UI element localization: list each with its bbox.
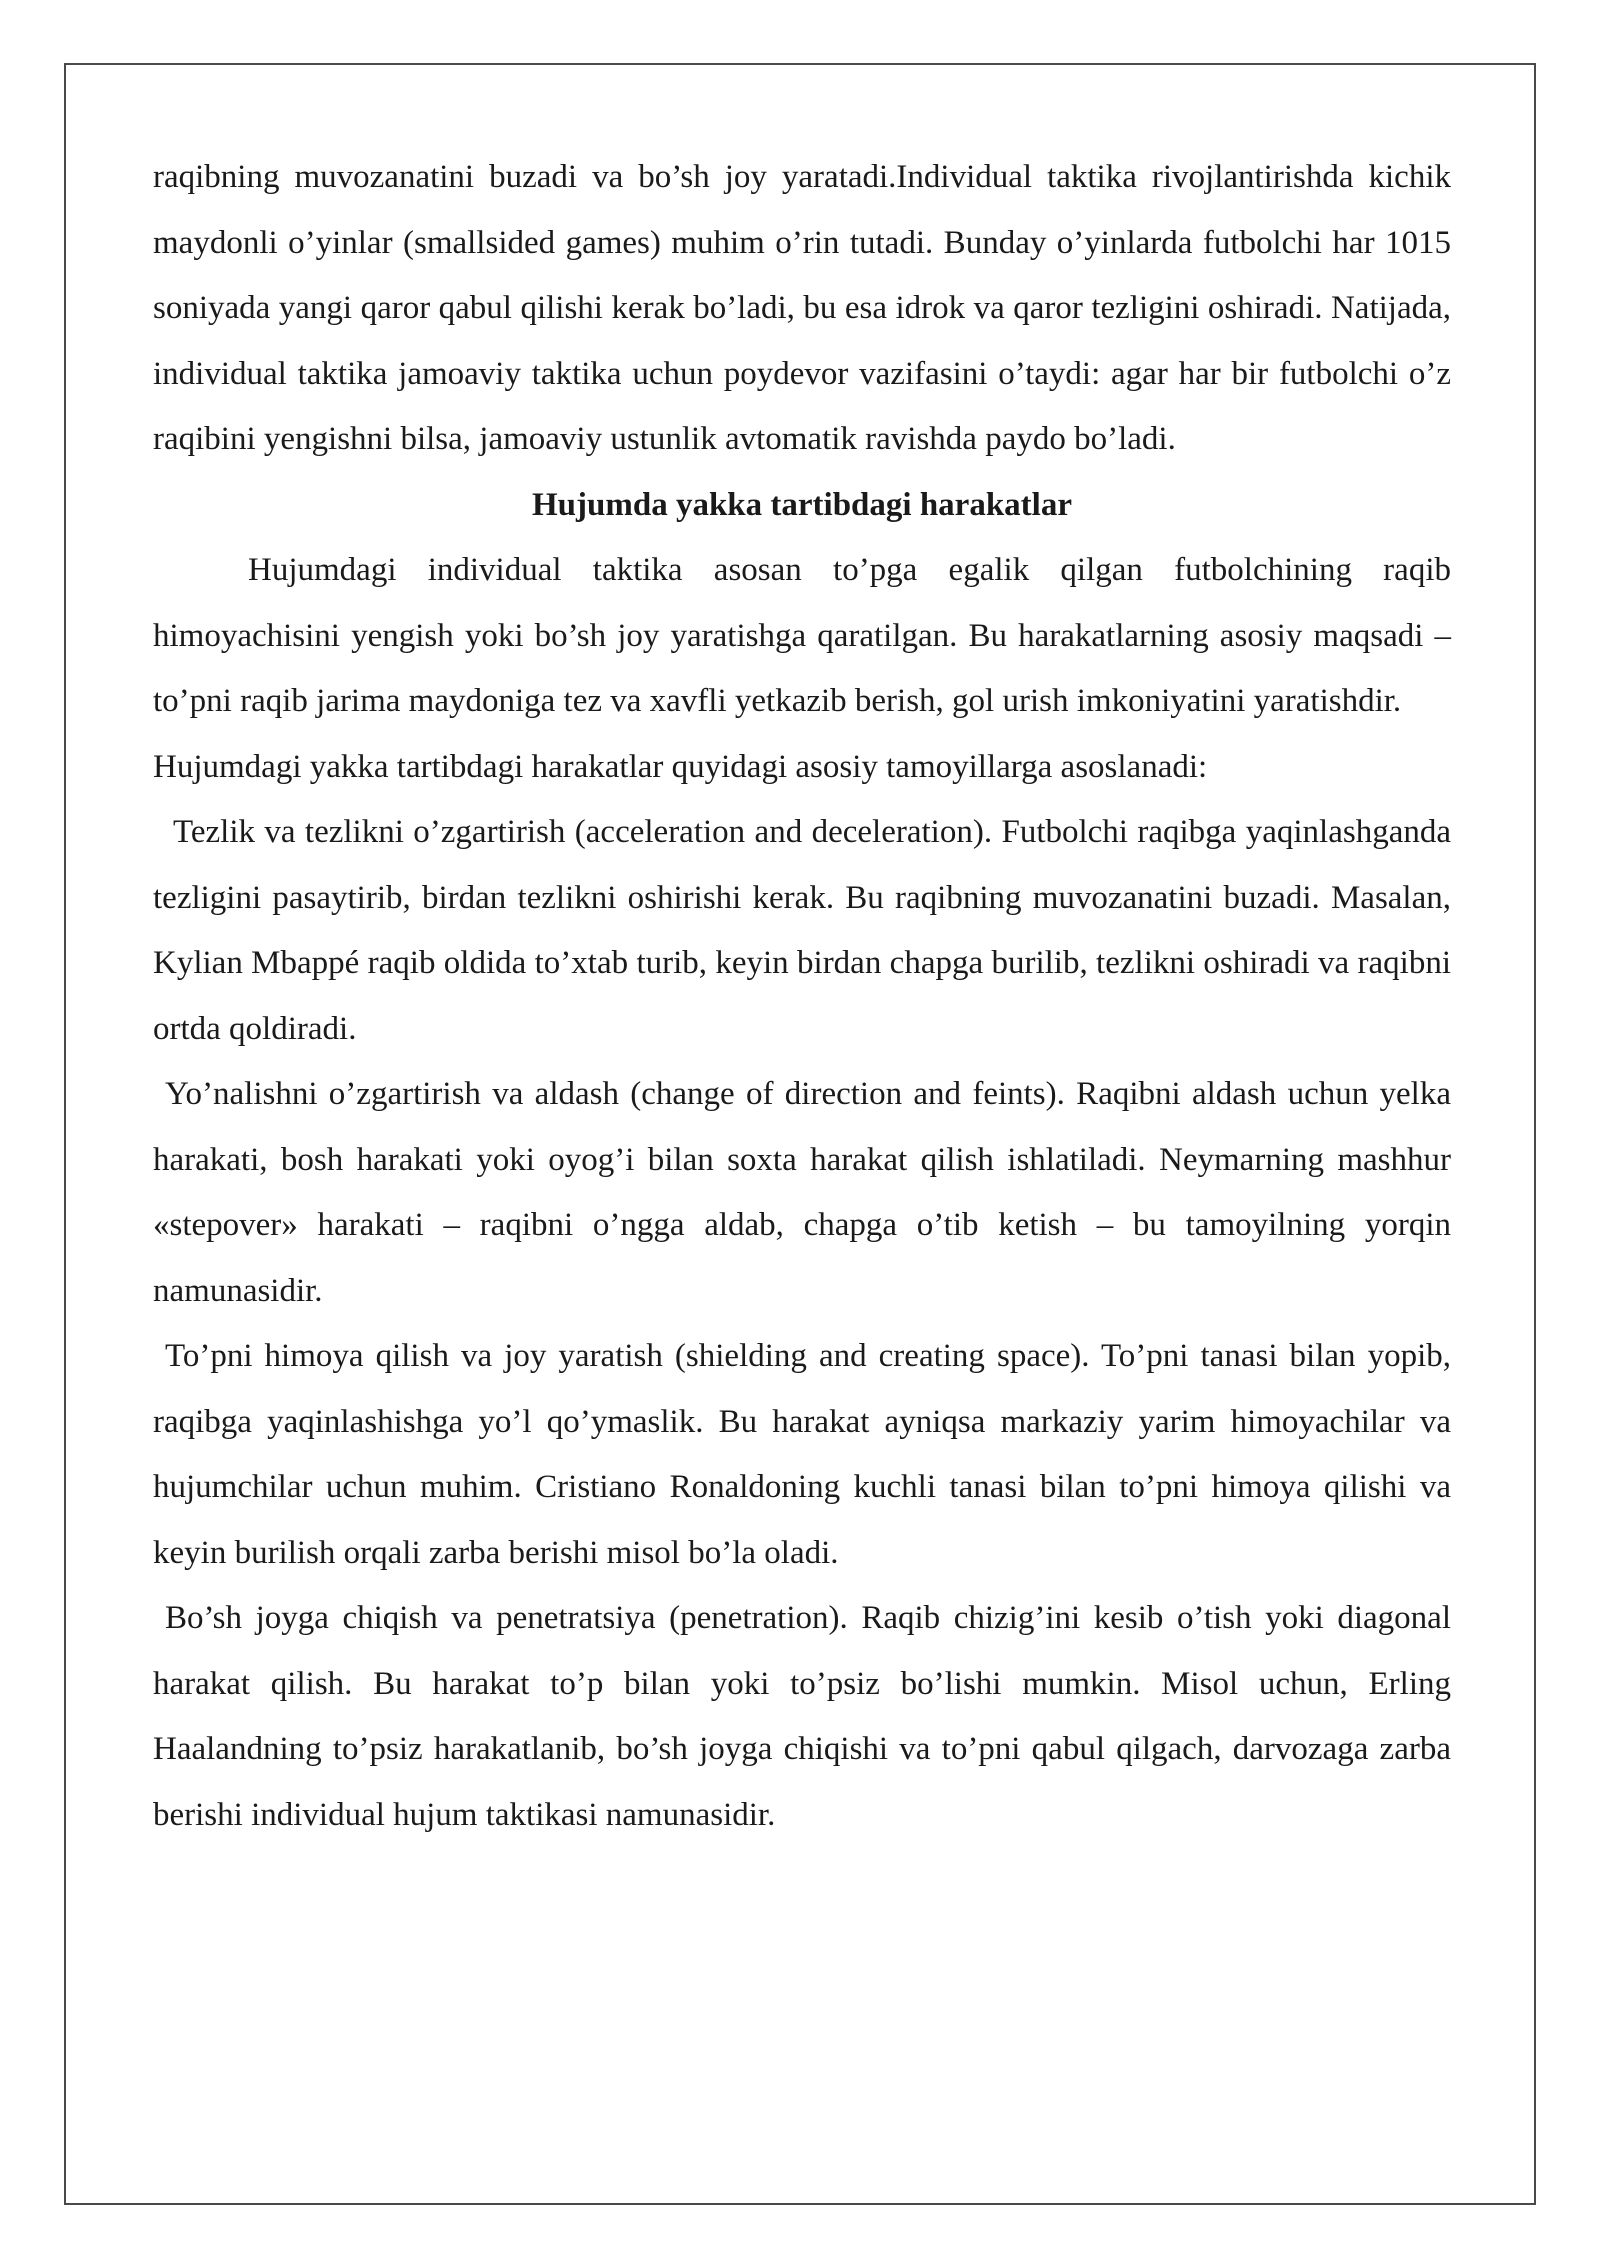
paragraph-direction-feints: Yo’nalishni o’zgartirish va aldash (change of direction and feints). Raqibni aldash uchun yelka harakati, bosh harakati yoki oyog’i bilan soxta harakat qilish ishlatiladi. Neymarning mashhur «stepover» harakati – raqibni o’ngga aldab, chapga o’tib ketish – bu tamoyilning yorqin namunasidir. [153,1076,1451,1309]
paragraph-shielding: To’pni himoya qilish va joy yaratish (shielding and creating space). To’pni tanasi bilan yopib, raqibga yaqinlashishga yo’l qo’ymaslik. Bu harakat ayniqsa markaziy yarim himoyachilar va hujumchilar uchun muhim. Cristiano Ronaldoning kuchli tanasi bilan to’pni himoya qilishi va keyin burilish orqali zarba berishi misol bo’la oladi. [153,1338,1451,1571]
document-body [153,145,1451,1848]
paragraph-principles-intro: Hujumdagi yakka tartibdagi harakatlar quyidagi asosiy tamoyillarga asoslanadi: [153,748,1208,785]
paragraph-penetration: Bo’sh joyga chiqish va penetratsiya (penetration). Raqib chizig’ini kesib o’tish yoki diagonal harakat qilish. Bu harakat to’p bilan yoki to’psiz bo’lishi mumkin. Misol uchun, Erling Haalandning to’psiz harakatlanib, bo’sh joyga chiqishi va to’pni qabul qilgach, darvozaga zarba berishi individual hujum taktikasi namunasidir. [153,1600,1451,1833]
section-heading: Hujumda yakka tartibdagi harakatlar [532,486,1072,523]
paragraph-speed-change: Tezlik va tezlikni o’zgartirish (acceleration and deceleration). Futbolchi raqibga yaqinlashganda tezligini pasaytirib, birdan tezlikni oshirishi kerak. Bu raqibning muvozanatini buzadi. Masalan, Kylian Mbappé raqib oldida to’xtab turib, keyin birdan chapga burilib, tezlikni oshiradi va raqibni ortda qoldiradi. [153,814,1451,1047]
paragraph-intro: raqibning muvozanatini buzadi va bo’sh joy yaratadi.Individual taktika rivojlantirishda kichik maydonli o’yinlar (smallsided games) muhim o’rin tutadi. Bunday o’yinlarda futbolchi har 1015 soniyada yangi qaror qabul qilishi kerak bo’ladi, bu esa idrok va qaror tezligini oshiradi. Natijada, individual taktika jamoaviy taktika uchun poydevor vazifasini o’taydi: agar har bir futbolchi o’z raqibini yengishni bilsa, jamoaviy ustunlik avtomatik ravishda paydo bo’ladi. [153,159,1451,457]
paragraph-attack-overview: Hujumdagi individual taktika asosan to’pga egalik qilgan futbolchining raqib himoyachisini yengish yoki bo’sh joy yaratishga qaratilgan. Bu harakatlarning asosiy maqsadi – to’pni raqib jarima maydoniga tez va xavfli yetkazib berish, gol urish imkoniyatini yaratishdir. [153,552,1451,719]
